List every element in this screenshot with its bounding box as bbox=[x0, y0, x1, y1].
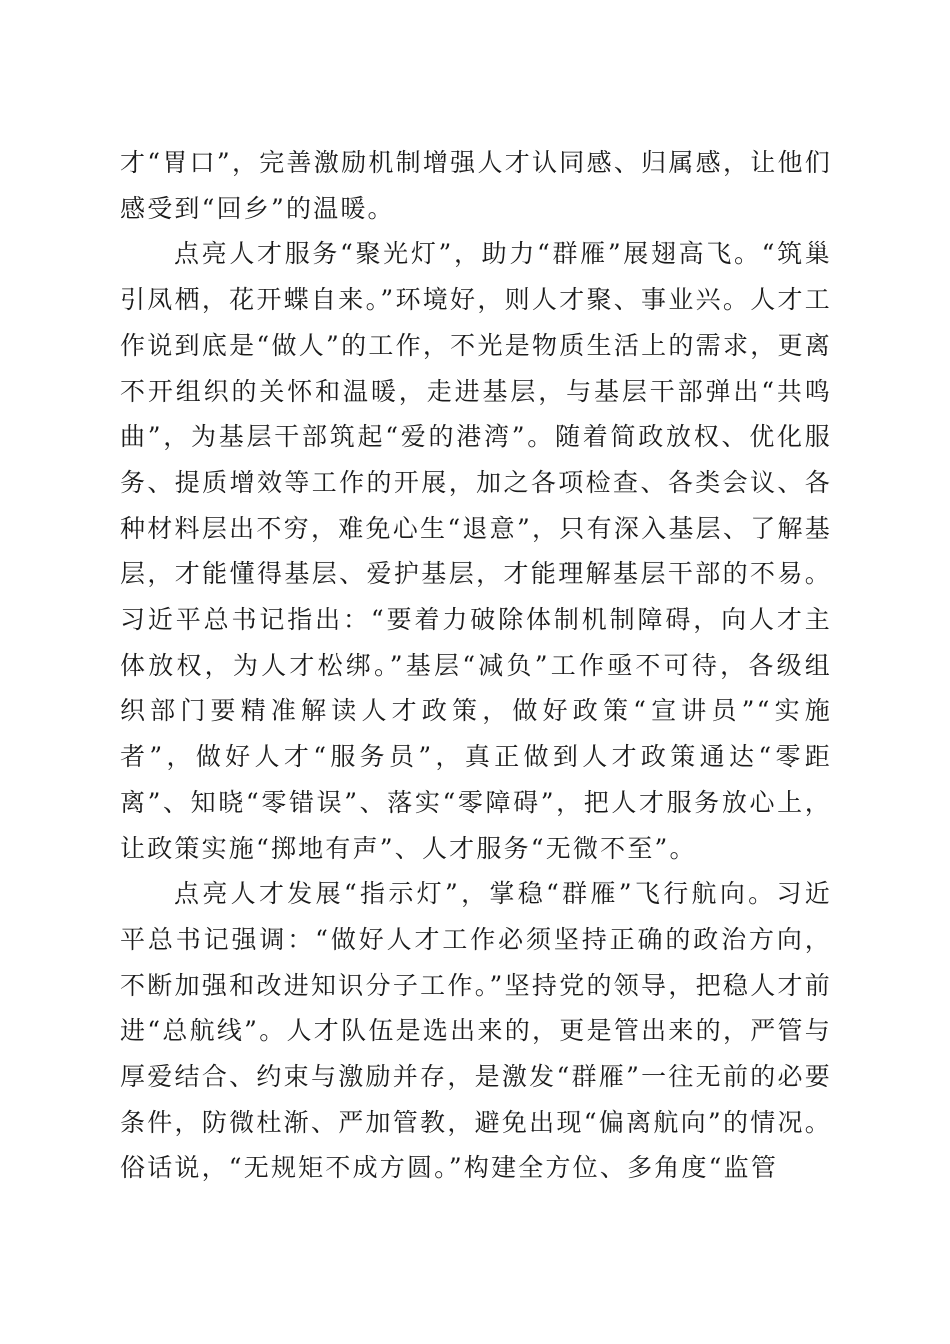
paragraph-talent-service: 点亮人才服务“聚光灯”，助力“群雁”展翅高飞。“筑巢引凤栖，花开蝶自来。”环境好，则人才聚、事业兴。人才工作说到底是“做人”的工作，不光是物质生活上的需求，更离不开组织的关怀和温暖，走进基层，与基层干部弹出“共鸣曲”，为基层干部筑起“爱的港湾”。随着简政放权、优化服务、提质增效等工作的开展，加之各项检查、各类会议、各种材料层出不穷，难免心生“退意”，只有深入基层、了解基层，才能懂得基层、爱护基层，才能理解基层干部的不易。习近平总书记指出：“要着力破除体制机制障碍，向人才主体放权，为人才松绑。”基层“减负”工作亟不可待，各级组织部门要精准解读人才政策，做好政策“宣讲员”“实施者”，做好人才“服务员”，真正做到人才政策通达“零距离”、知晓“零错误”、落实“零障碍”，把人才服务放心上，让政策实施“掷地有声”、人才服务“无微不至”。 bbox=[120, 239, 832, 863]
body-text bbox=[120, 140, 832, 1191]
paragraph-continuation: 才“胃口”，完善激励机制增强人才认同感、归属感，让他们感受到“回乡”的温暖。 bbox=[120, 148, 832, 223]
paragraph-talent-development: 点亮人才发展“指示灯”，掌稳“群雁”飞行航向。习近平总书记强调：“做好人才工作必须坚持正确的政治方向，不断加强和改进知识分子工作。”坚持党的领导，把稳人才前进“总航线”。人才队伍是选出来的，更是管出来的，严管与厚爱结合、约束与激励并存，是激发“群雁”一往无前的必要条件，防微杜渐、严加管教，避免出现“偏离航向”的情况。俗话说，“无规矩不成方圆。”构建全方位、多角度“监管 bbox=[120, 879, 832, 1183]
